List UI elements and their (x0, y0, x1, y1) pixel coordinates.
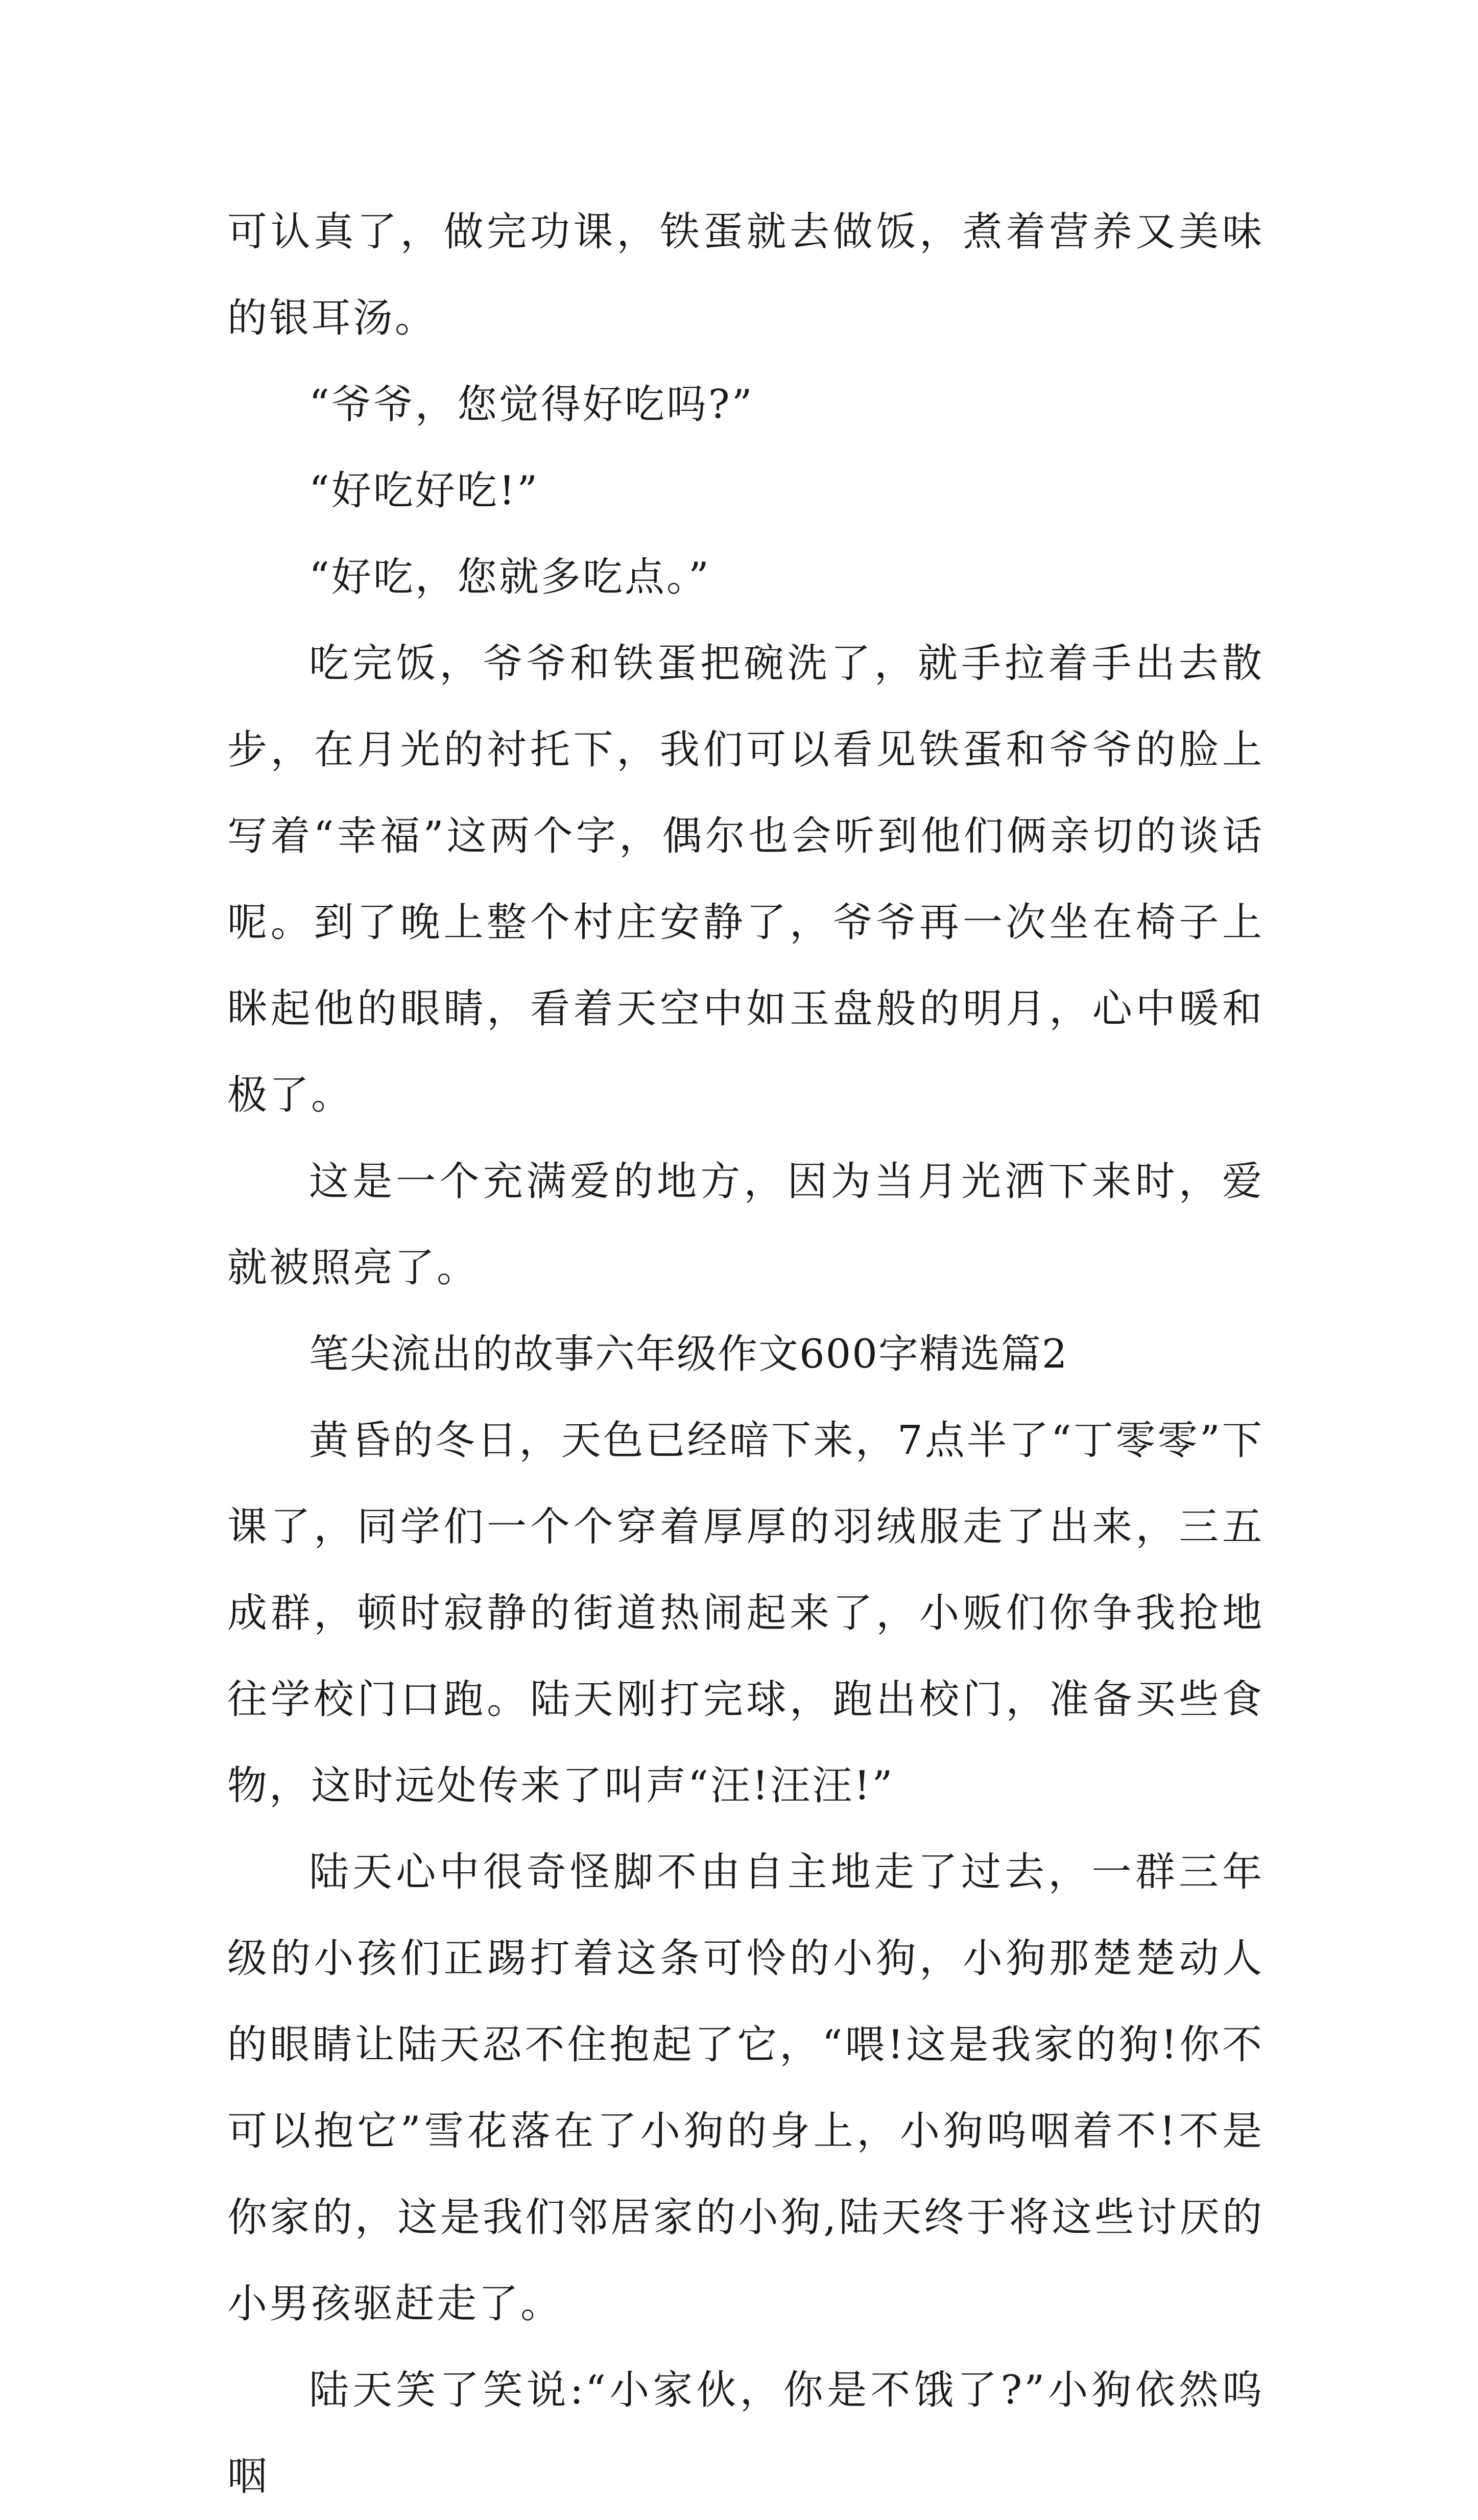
paragraph-moonlight-walk: 吃完饭，爷爷和铁蛋把碗洗了，就手拉着手出去散步，在月光的衬托下，我们可以看见铁蛋和爷爷的脸上写着“幸福”这两个字，偶尔也会听到他们俩亲切的谈话呢。到了晚上整个村庄安静了，爷爷再一次坐在椅子上眯起他的眼睛，看着天空中如玉盘般的明月，心中暖和极了。 (227, 641, 1264, 1118)
paragraph-puppy-rescue: 陆天心中很奇怪脚不由自主地走了过去，一群三年级的小孩们正踢打着这条可怜的小狗，小狗那楚楚动人的眼睛让陆天忍不住抱起了它，“喂!这是我家的狗!你不可以抱它”雪花落在了小狗的身上，小狗呜咽着不!不是你家的，这是我们邻居家的小狗,陆天终于将这些讨厌的小男孩驱赶走了。 (227, 1849, 1264, 2327)
section-heading: 笔尖流出的故事六年级作文600字精选篇2 (309, 1331, 1068, 1377)
paragraph-dialogue-2: “好吃好吃!” (309, 468, 540, 514)
paragraph-dialogue-1: “爷爷，您觉得好吃吗?” (309, 382, 754, 428)
paragraph-conclusion: 这是一个充满爱的地方，因为当月光洒下来时，爱就被照亮了。 (227, 1159, 1264, 1291)
article-body (227, 189, 1264, 2520)
paragraph-winter-evening: 黄昏的冬日，天色已经暗下来，7点半了“丁零零”下课了，同学们一个个穿着厚厚的羽绒服走了出来，三五成群，顿时寂静的街道热闹起来了，小贩们你争我抢地往学校门口跑。陆天刚打完球，跑出校门，准备买些食物，这时远处传来了叫声“汪!汪汪!” (227, 1418, 1264, 1809)
paragraph-dialogue-3: “好吃，您就多吃点。” (309, 554, 711, 600)
paragraph-continued: 可认真了，做完功课，铁蛋就去做饭，煮着营养又美味的银耳汤。 (227, 209, 1264, 341)
paragraph-puppy-hungry: 陆天笑了笑说:“小家伙，你是不饿了?”小狗依然呜咽 (227, 2367, 1264, 2500)
